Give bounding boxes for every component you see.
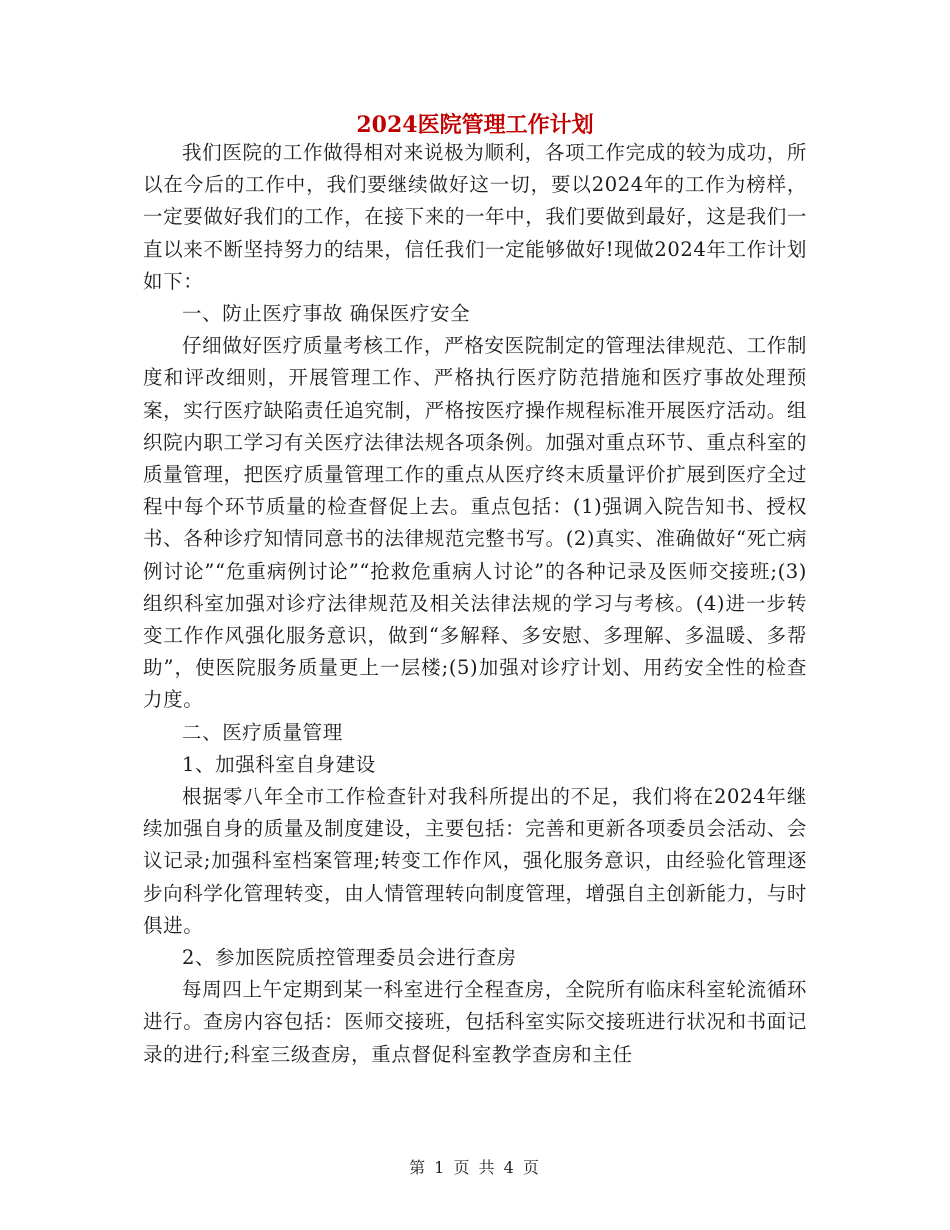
- section-heading-1: 一、防止医疗事故 确保医疗安全: [182, 302, 471, 326]
- section-heading-2: 二、医疗质量管理: [182, 720, 343, 744]
- paragraph-section-1: 仔细做好医疗质量考核工作，严格安医院制定的管理法律规范、工作制度和评改细则，开展管理工作、严格执行医疗防范措施和医疗事故处理预案，实行医疗缺陷责任追究制，严格按医疗操作规程标准开展医疗活动。组织院内职工学习有关医疗法律法规各项条例。加强对重点环节、重点科室的质量管理，把医疗质量管理工作的重点从医疗终末质量评价扩展到医疗全过程中每个环节质量的检查督促上去。重点包括：(1)强调入院告知书、授权书、各种诊疗知情同意书的法律规范完整书写。(2)真实、准确做好“死亡病例讨论”“危重病例讨论”“抢救危重病人讨论”的各种记录及医师交接班;(3)组织科室加强对诊疗法律规范及相关法律法规的学习与考核。(4)进一步转变工作作风强化服务意识，做到“多解释、多安慰、多理解、多温暖、多帮助”，使医院服务质量更上一层楼;(5)加强对诊疗计划、用药安全性的检查力度。: [143, 334, 807, 712]
- subsection-heading-2-2: 2、参加医院质控管理委员会进行查房: [182, 946, 517, 970]
- paragraph-subsection-2-2: 每周四上午定期到某一科室进行全程查房，全院所有临床科室轮流循环进行。查房内容包括：医师交接班，包括科室实际交接班进行状况和书面记录的进行;科室三级查房，重点督促科室教学查房和主任: [143, 978, 807, 1066]
- page-number-footer: 第 1 页 共 4 页: [409, 1158, 541, 1177]
- paragraph-intro: 我们医院的工作做得相对来说极为顺利，各项工作完成的较为成功，所以在今后的工作中，我们要继续做好这一切，要以2024年的工作为榜样，一定要做好我们的工作，在接下来的一年中，我们要做到最好，这是我们一直以来不断坚持努力的结果，信任我们一定能够做好!现做2024年工作计划如下：: [143, 141, 807, 293]
- document-title: 2024医院管理工作计划: [356, 112, 594, 138]
- subsection-heading-2-1: 1、加强科室自身建设: [182, 752, 376, 776]
- paragraph-subsection-2-1: 根据零八年全市工作检查针对我科所提出的不足，我们将在2024年继续加强自身的质量及制度建设，主要包括：完善和更新各项委员会活动、会议记录;加强科室档案管理;转变工作作风，强化服务意识，由经验化管理逐步向科学化管理转变，由人情管理转向制度管理，增强自主创新能力，与时俱进。: [143, 785, 807, 937]
- document-body: [143, 137, 807, 1071]
